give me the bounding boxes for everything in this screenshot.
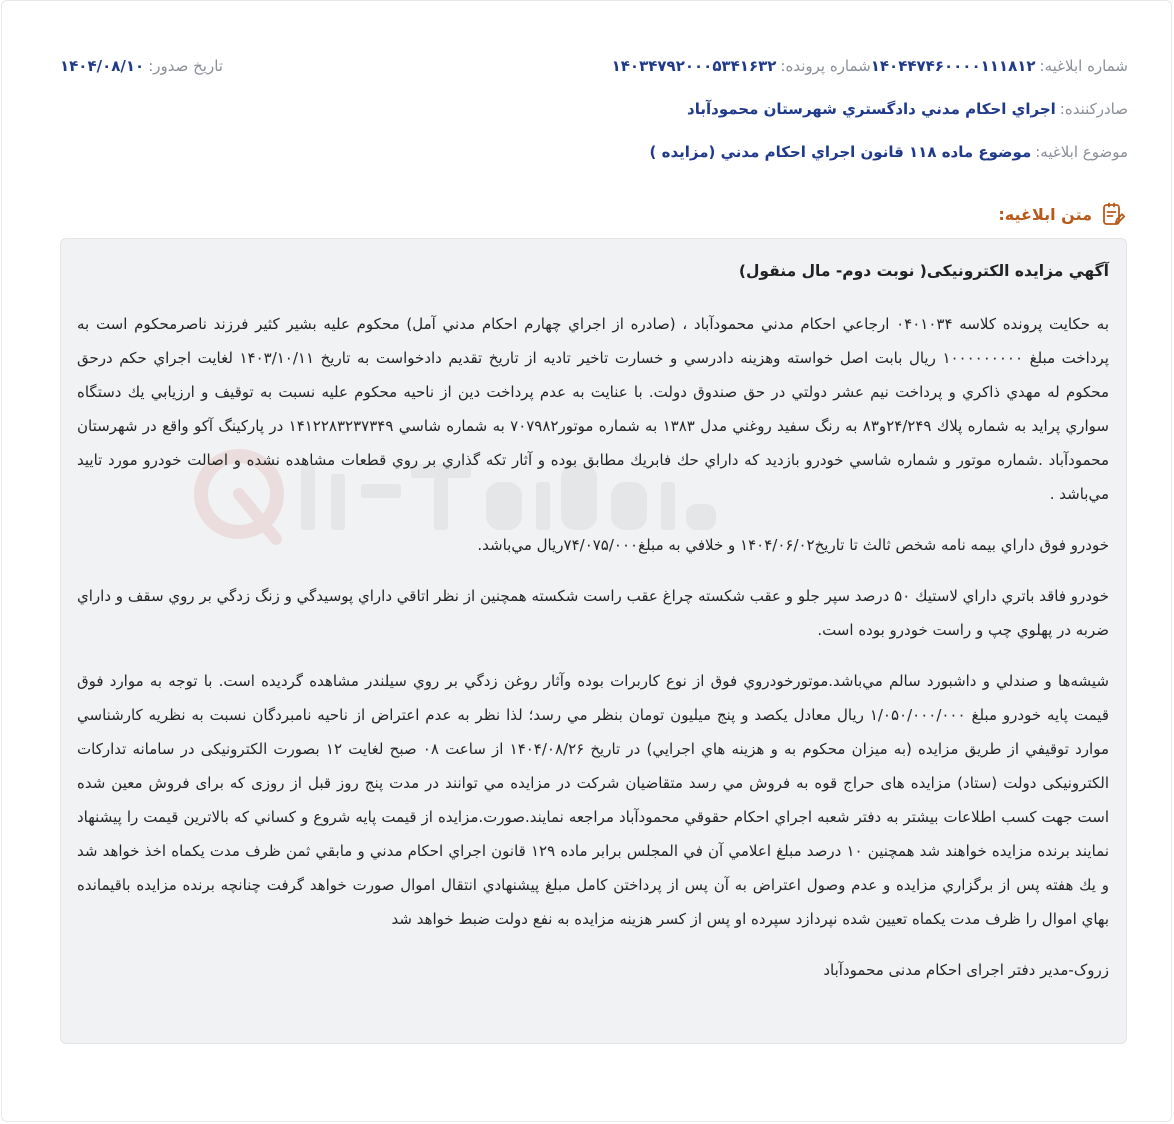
issuer bbox=[687, 100, 1128, 118]
case-number bbox=[612, 57, 871, 75]
notice-number-value: ۱۴۰۴۴۷۴۶۰۰۰۰۱۱۱۸۱۲ bbox=[870, 57, 1036, 75]
notice-number bbox=[871, 57, 1128, 75]
notice-text bbox=[77, 257, 1109, 987]
notice-content-box bbox=[60, 238, 1127, 1044]
header-row-issuer bbox=[60, 100, 1128, 118]
notice-number-label: شماره ابلاغيه: bbox=[1039, 57, 1128, 75]
issuer-label: صادرکننده: bbox=[1059, 100, 1128, 118]
issue-date-value: ۱۴۰۴/۰۸/۱۰ bbox=[60, 57, 145, 75]
notice-paragraph-auction: شيشه‌ها و صندلي و داشبورد سالم مي‌باشد.موتورخودروي فوق از نوع کاربرات بوده وآثار روغن زدگي بر روي سيلندر مشاهده گرديده است. با توجه به موارد فوق قيمت پايه خودرو مبلغ ۱/۰۵۰/۰۰۰/۰۰۰ ريال معادل يکصد و پنج ميليون تومان بنظر مي رسد؛ لذا نظر به عدم اعتراض از ناحيه نامبردگان نسبت به نظريه کارشناسي موارد توقيفي از طريق مزايده (به ميزان محکوم به و هزينه هاي اجرايي) در تاريخ ۱۴۰۴/۰۸/۲۶ از ساعت ۰۸ صبح لغايت ۱۲ بصورت الکترونيکی در سامانه تدارکات الکترونيکی دولت (ستاد) مزايده های حراج قوه به فروش مي رسد متقاضيان شرکت در مزايده مي توانند در مدت پنج روز قبل از روزی که برای فروش معين شده است جهت کسب اطلاعات بيشتر به دفتر شعبه اجراي احکام حقوقي محمودآباد مراجعه نمايند.صورت.مزايده از قيمت پايه شروع و کساني که بالاترين قيمت را پيشنهاد نمايند برنده مزايده خواهند شد همچنين ۱۰ درصد مبلغ اعلامي آن في المجلس برابر ماده ۱۲۹ قانون اجراي احکام مدني و مابقي ثمن ظرف مدت يکماه اخذ خواهد شد و يك هفته پس از برگزاري مزايده و عدم وصول اعتراض به آن پس از پرداختن کامل مبلغ پيشنهادي انتقال اموال صورت خواهد گرفت چنانچه برنده مزايده باقيمانده بهاي اموال را ظرف مدت يکماه تعيين شده نپردازد سپرده او پس از کسر هزينه مزايده به نفع دولت ضبط خواهد شد bbox=[77, 672, 1109, 928]
header-row-subject bbox=[60, 143, 1128, 161]
notice-paragraph-condition: خودرو فاقد باتري داراي لاستيك ۵۰ درصد سپر جلو و عقب شکسته چراغ عقب راست شکسته همچنين از نظر اتاقي داراي پوسيدگي و زنگ زدگي بر روي سقف و داراي ضربه در پهلوي چپ و راست خودرو بوده است. bbox=[77, 587, 1109, 639]
notice-title: آگهي مزايده الکترونيکی( نوبت دوم- مال منقول) bbox=[738, 262, 1109, 280]
subject-value: موضوع ماده ۱۱۸ قانون اجراي احکام مدني (مزايده ) bbox=[649, 143, 1032, 161]
section-header bbox=[998, 201, 1126, 227]
issue-date-label: تاريخ صدور: bbox=[148, 57, 223, 75]
document-edit-icon bbox=[1100, 201, 1126, 227]
issue-date bbox=[60, 57, 223, 75]
section-title: متن ابلاغيه: bbox=[998, 204, 1092, 224]
notice-paragraph-insurance: خودرو فوق داراي بيمه نامه شخص ثالث تا تاريخ۱۴۰۴/۰۶/۰۲ و خلافي به مبلغ۷۴/۰۷۵/۰۰۰ريال مي‌باشد. bbox=[477, 536, 1109, 554]
issuer-value: اجراي احکام مدني دادگستري شهرستان محمودآباد bbox=[687, 100, 1056, 118]
notice-signature: زروک-مدير دفتر اجرای احکام مدنی محمودآباد bbox=[823, 961, 1109, 979]
subject-label: موضوع ابلاغيه: bbox=[1035, 143, 1128, 161]
subject bbox=[650, 143, 1128, 161]
case-number-value: ۱۴۰۳۴۷۹۲۰۰۰۵۳۴۱۶۳۲ bbox=[611, 57, 777, 75]
header-row-numbers bbox=[60, 57, 1128, 75]
notice-paragraph-case: به حکايت پرونده کلاسه ۰۴۰۱۰۳۴ ارجاعي احکام مدني محمودآباد ، (صادره از اجراي چهارم احکام مدني آمل) محکوم عليه بشير کثير فرزند ناصرمحکوم است به پرداخت مبلغ ۱۰۰۰۰۰۰۰۰۰ ريال بابت اصل خواسته وهزينه دادرسي و خسارت تاخير تاديه از تاريخ تقديم دادخواست به تاريخ ۱۴۰۳/۱۰/۱۱ لغايت اجراي حکم درحق محکوم له مهدي ذاکري و پرداخت نيم عشر دولتي در حق صندوق دولت. با عنايت به عدم پرداخت دين از ناحيه محکوم عليه نسبت به توقيف و ارزيابي يك دستگاه سواري پرايد به شماره پلاك ۲۴/۲۴۹و۸۳ به رنگ سفيد روغني مدل ۱۳۸۳ به شماره موتور۷۰۷۹۸۲ به شماره شاسي ۱۴۱۲۲۸۳۲۳۷۳۴۹ در پارکينگ آکو واقع در شهرستان محمودآباد .شماره موتور و شماره شاسي خودرو بازديد که داراي حك فابريك مطابق بوده و آثار تکه گذاري بر روي قطعات مشاهده نشده و اصالت خودرو مورد تاييد مي‌باشد . bbox=[77, 315, 1109, 503]
case-number-label: شماره پرونده: bbox=[780, 57, 871, 75]
